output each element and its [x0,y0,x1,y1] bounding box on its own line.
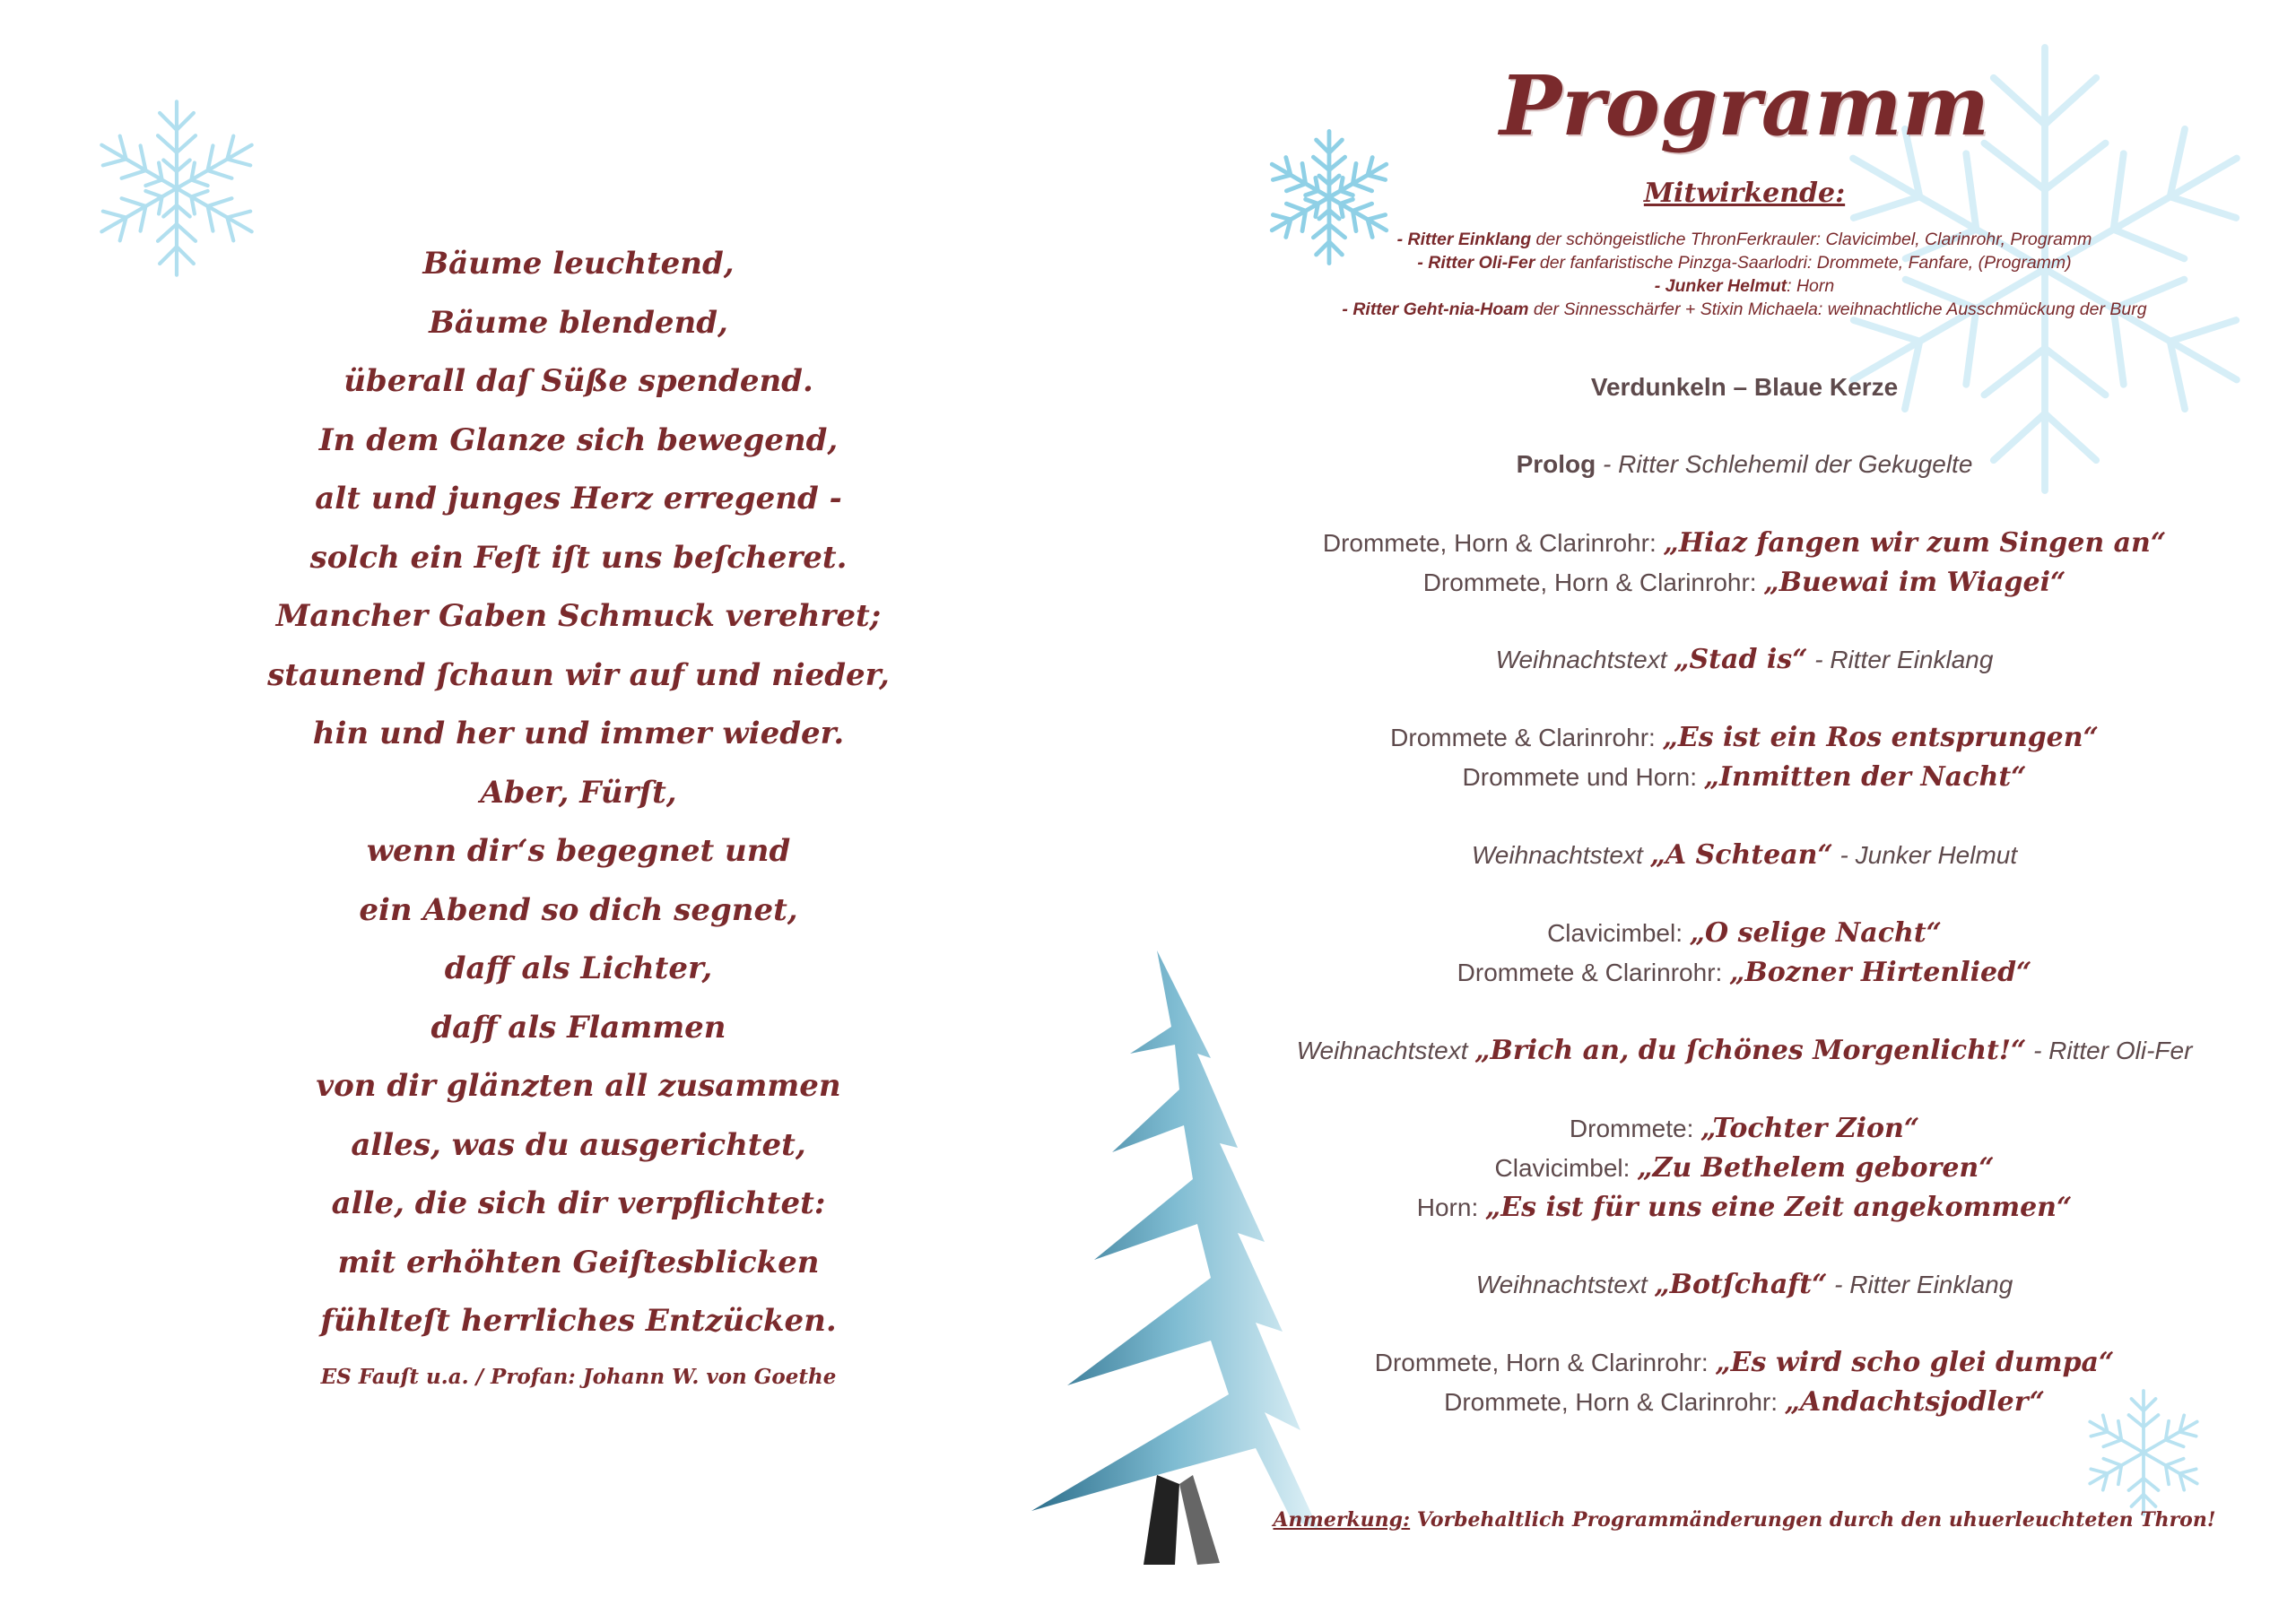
poem-line: staunend ſchaun wir auf und nieder, [267,656,890,693]
programme-item: Drommete, Horn & Clarinrohr: „Es wird scho glei dumpa“ [1374,1347,2115,1378]
song-title: „Botſchaft“ [1654,1269,1828,1300]
poem-line: Aber, Fürſt, [480,774,677,811]
performer-name: Ritter Geht-nia-Hoam [1352,299,1529,319]
mitwirkende-heading: Mitwirkende: [1643,178,1846,209]
programme-item: Weihnachtstext „Botſchaft“ - Ritter Einklang [1475,1269,2013,1300]
poem-line: überall daſ Süße spendend. [344,363,813,399]
poem-line: Mancher Gaben Schmuck verehret; [275,598,882,634]
programme-item: Drommete, Horn & Clarinrohr: „Buewai im Wiagei“ [1422,567,2066,598]
poem-line: daff als Flammen [430,1009,726,1046]
song-title: „Zu Bethelem geboren“ [1637,1152,1995,1184]
poem-line: fühlteſt herrliches Entzücken. [320,1303,837,1339]
poem-line: alt und junges Herz erregend - [315,481,842,516]
poem-line: alle, die sich dir verpflichtet: [331,1185,826,1221]
programme-item: Drommete & Clarinrohr: „Bozner Hirtenlied“ [1457,957,2032,988]
song-title: „Buewai im Wiagei“ [1763,567,2066,598]
song-title: „Tochter Zion“ [1700,1113,1920,1144]
programme-item: Weihnachtstext „Stad is“ - Ritter Einklang [1495,644,1994,675]
song-title: „Hiaz fangen wir zum Singen an“ [1663,527,2167,559]
song-title: „A Schtean“ [1649,839,1833,871]
programme-item: Horn: „Es ist für uns eine Zeit angekommen“ [1416,1192,2073,1223]
poem-line: von dir glänzten all zusammen [316,1068,841,1104]
poem-line: In dem Glanze sich bewegend, [318,421,839,458]
poem-line: Bäume leuchtend, [422,246,735,282]
snowflake-icon [83,94,271,282]
song-title: „Es ist für uns eine Zeit angekommen“ [1485,1192,2073,1223]
poem-line: mit erhöhten Geiſtesblicken [337,1244,820,1280]
programme-item: Drommete & Clarinrohr: „Es ist ein Ros entsprungen“ [1390,722,2099,753]
page-title: Programm [1499,57,1990,154]
poem-line: wenn dir‘s begegnet und [366,833,791,869]
list-item: - Ritter Oli-Fer der fanfaristische Pinzga-Saarlodri: Drommete, Fanfare, (Programm) [1417,253,2072,273]
poem-line: daff als Lichter, [444,950,713,986]
poem-line: Bäume blendend, [429,304,728,341]
programme-item: Drommete und Horn: „Inmitten der Nacht“ [1462,761,2027,793]
poem [256,235,901,1351]
prolog-label: Prolog [1516,450,1596,478]
song-title: „Es ist ein Ros entsprungen“ [1662,722,2099,753]
programme-item: Drommete, Horn & Clarinrohr: „Andachtsjodler“ [1444,1386,2045,1418]
song-title: „Andachtsjodler“ [1784,1386,2045,1418]
poem-line: alles, was du ausgerichtet, [351,1126,806,1163]
programme-item: Clavicimbel: „O selige Nacht“ [1547,917,1942,949]
prolog-line: Prolog - Ritter Schlehemil der Gekugelte [1516,450,1973,478]
performer-name: Ritter Oli-Fer [1428,253,1535,273]
poem-line: solch ein Feſt iſt uns beſcheret. [309,539,848,576]
mitwirkende-list [1242,228,2247,321]
performer-name: Junker Helmut [1665,276,1787,296]
list-item: - Ritter Geht-nia-Hoam der Sinnesschärfer + Stixin Michaela: weihnachtliche Ausschmückung der Burg [1342,299,2147,319]
song-title: „Brich an, du ſchönes Morgenlicht!“ [1474,1035,2027,1066]
song-title: „Inmitten der Nacht“ [1703,761,2027,793]
song-title: „Stad is“ [1674,644,1808,675]
footnote-label: Anmerkung: [1273,1508,1411,1532]
poem-line: hin und her und immer wieder. [312,716,845,751]
programme-item: Drommete, Horn & Clarinrohr: „Hiaz fangen wir zum Singen an“ [1322,527,2167,559]
poem-credit: ES Fauſt u.a. / Profan: Johann W. von Goethe [320,1365,837,1389]
song-title: „O selige Nacht“ [1689,917,1942,949]
song-title: „Es wird scho glei dumpa“ [1715,1347,2115,1378]
list-item: - Junker Helmut: Horn [1654,276,1835,296]
programme-item: Weihnachtstext „A Schtean“ - Junker Helmut [1471,839,2018,871]
verdunkeln-line: Verdunkeln – Blaue Kerze [1590,373,1899,401]
song-title: „Bozner Hirtenlied“ [1729,957,2032,988]
programme-item: Drommete: „Tochter Zion“ [1569,1113,1920,1144]
programme-item: Weihnachtstext „Brich an, du ſchönes Morgenlicht!“ - Ritter Oli-Fer [1296,1035,2193,1066]
programme-item: Clavicimbel: „Zu Bethelem geboren“ [1494,1152,1995,1184]
footnote: Anmerkung: Vorbehaltlich Programmänderungen durch den uhuerleuchteten Thron! [1273,1508,2216,1532]
poem-line: ein Abend so dich segnet, [359,891,798,928]
performer-name: Ritter Einklang [1407,230,1532,249]
list-item: - Ritter Einklang der schöngeistliche ThronFerkrauler: Clavicimbel, Clarinrohr, Programm [1396,230,2092,249]
